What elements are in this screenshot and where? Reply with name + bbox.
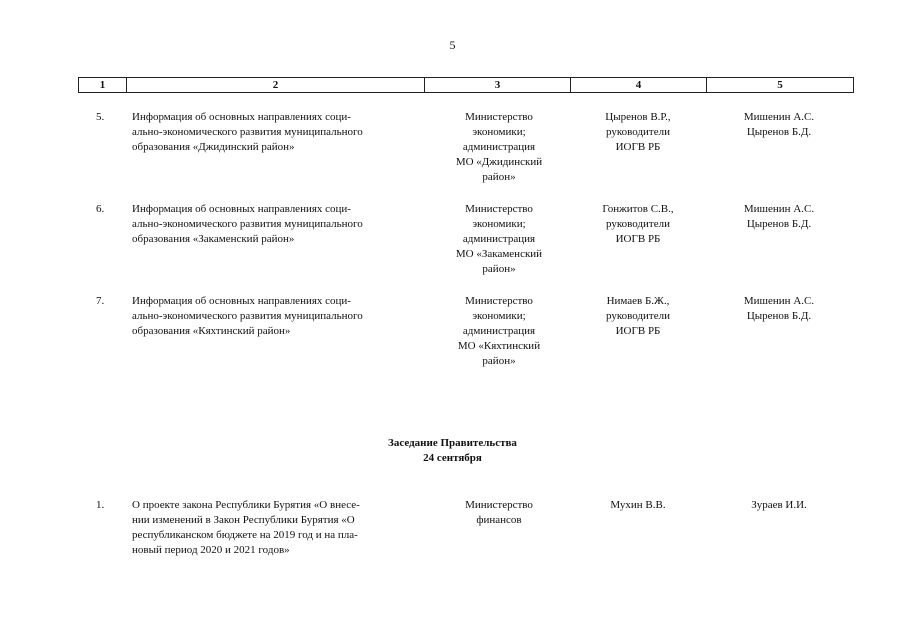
row-responsible xyxy=(426,110,572,185)
row-executor xyxy=(572,294,704,339)
row-number: 5. xyxy=(96,111,105,123)
responsible-line: Министерство xyxy=(465,203,533,215)
description-line: Информация об основных направлениях соци- xyxy=(132,203,351,215)
row-executor xyxy=(572,110,704,155)
curator-line: Цыренов Б.Д. xyxy=(746,218,812,230)
executor-line: Мухин В.В. xyxy=(610,499,666,511)
executor-line: Гонжитов С.В., xyxy=(602,203,674,215)
executor-line: руководители xyxy=(606,310,670,322)
executor-line: ИОГВ РБ xyxy=(615,233,661,245)
section-date: 24 сентября xyxy=(423,452,482,464)
row-description xyxy=(132,294,420,339)
column-header-2: 2 xyxy=(127,78,425,93)
curator-line: Мишенин А.С. xyxy=(743,295,815,307)
description-line: образования «Закаменский район» xyxy=(132,233,295,245)
description-line: О проекте закона Республики Бурятия «О внесе- xyxy=(132,499,360,511)
row-curator xyxy=(704,110,854,140)
row-number: 1. xyxy=(96,499,105,511)
row-curator xyxy=(704,202,854,232)
responsible-line: экономики; xyxy=(472,218,526,230)
description-line: образования «Кяхтинский район» xyxy=(132,325,291,337)
column-header-4: 4 xyxy=(571,78,707,93)
section-heading xyxy=(0,436,905,466)
row-description xyxy=(132,110,420,155)
executor-line: Нимаев Б.Ж., xyxy=(606,295,670,307)
row-responsible xyxy=(426,498,572,528)
curator-line: Зураев И.И. xyxy=(751,499,807,511)
responsible-line: финансов xyxy=(476,514,522,526)
row-executor xyxy=(572,202,704,247)
description-line: Информация об основных направлениях соци- xyxy=(132,111,351,123)
curator-line: Мишенин А.С. xyxy=(743,203,815,215)
row-description xyxy=(132,498,420,558)
description-line: ально-экономического развития муниципального xyxy=(132,310,363,322)
responsible-line: район» xyxy=(482,263,516,275)
curator-line: Цыренов Б.Д. xyxy=(746,126,812,138)
executor-line: руководители xyxy=(606,126,670,138)
page-number: 5 xyxy=(449,38,456,52)
description-line: ально-экономического развития муниципального xyxy=(132,126,363,138)
responsible-line: администрация xyxy=(462,233,536,245)
row-number: 7. xyxy=(96,295,105,307)
description-line: новый период 2020 и 2021 годов» xyxy=(132,544,290,556)
responsible-line: район» xyxy=(482,355,516,367)
curator-line: Цыренов Б.Д. xyxy=(746,310,812,322)
column-header-table xyxy=(78,77,854,93)
description-line: ально-экономического развития муниципального xyxy=(132,218,363,230)
row-curator xyxy=(704,498,854,513)
section-title: Заседание Правительства xyxy=(388,437,517,449)
row-curator xyxy=(704,294,854,324)
row-description xyxy=(132,202,420,247)
row-executor xyxy=(572,498,704,513)
description-line: республиканском бюджете на 2019 год и на пла- xyxy=(132,529,358,541)
row-responsible xyxy=(426,294,572,369)
description-line: образования «Джидинский район» xyxy=(132,141,295,153)
executor-line: Цыренов В.Р., xyxy=(605,111,671,123)
column-header-1: 1 xyxy=(79,78,127,93)
row-number: 6. xyxy=(96,203,105,215)
column-header-5: 5 xyxy=(707,78,854,93)
executor-line: руководители xyxy=(606,218,670,230)
column-header-row xyxy=(79,78,854,93)
responsible-line: МО «Джидинский xyxy=(455,156,543,168)
row-responsible xyxy=(426,202,572,277)
column-header-3: 3 xyxy=(425,78,571,93)
responsible-line: администрация xyxy=(462,141,536,153)
executor-line: ИОГВ РБ xyxy=(615,325,661,337)
description-line: Информация об основных направлениях соци- xyxy=(132,295,351,307)
responsible-line: экономики; xyxy=(472,310,526,322)
responsible-line: Министерство xyxy=(465,111,533,123)
executor-line: ИОГВ РБ xyxy=(615,141,661,153)
responsible-line: МО «Кяхтинский xyxy=(457,340,541,352)
responsible-line: экономики; xyxy=(472,126,526,138)
description-line: нии изменений в Закон Республики Бурятия «О xyxy=(132,514,355,526)
responsible-line: район» xyxy=(482,171,516,183)
responsible-line: Министерство xyxy=(465,295,533,307)
responsible-line: Министерство xyxy=(465,499,533,511)
responsible-line: администрация xyxy=(462,325,536,337)
responsible-line: МО «Закаменский xyxy=(455,248,543,260)
curator-line: Мишенин А.С. xyxy=(743,111,815,123)
